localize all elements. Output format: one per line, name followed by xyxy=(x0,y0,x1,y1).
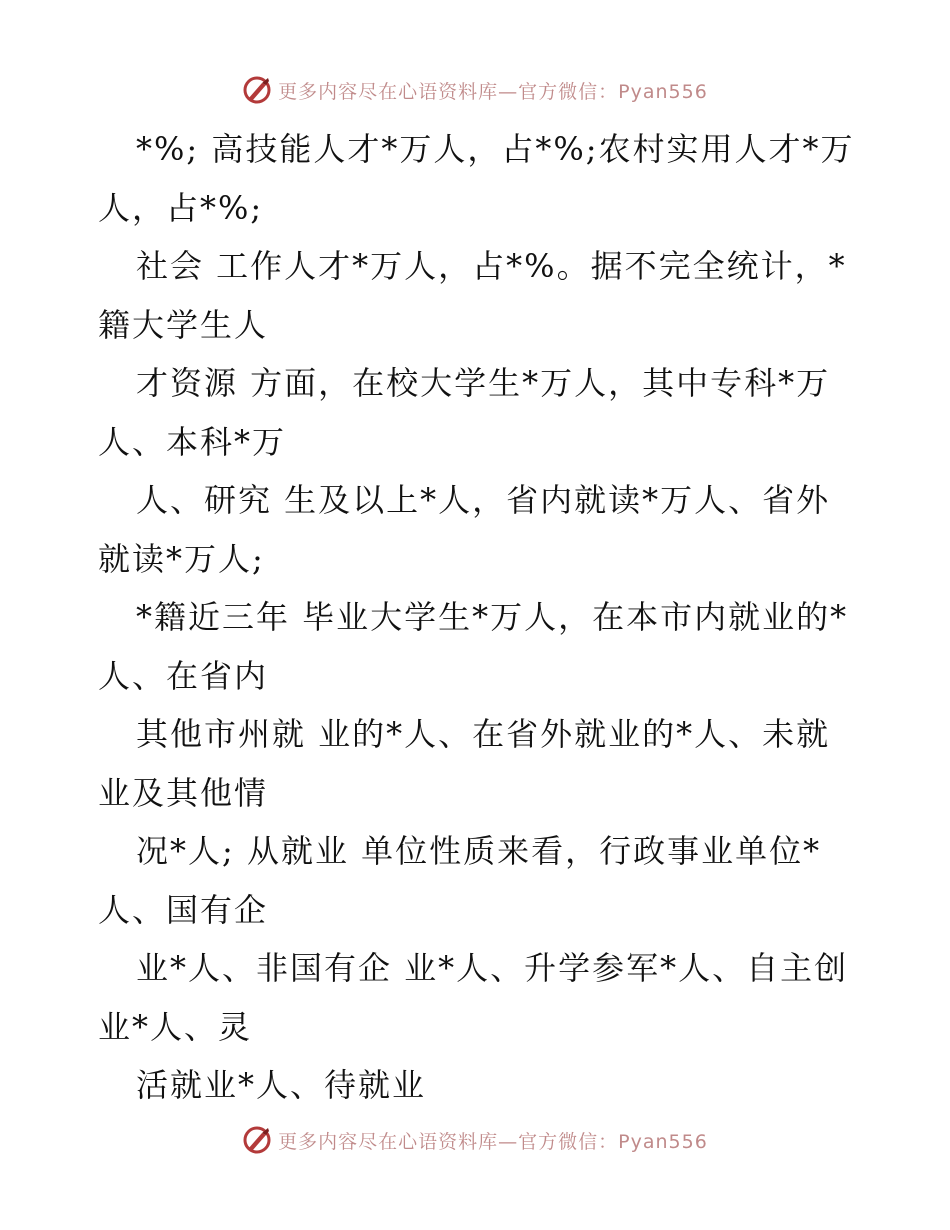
paragraph-line: 况*人; 从就业 单位性质来看，行政事业单位* xyxy=(136,832,822,870)
paragraph-line: 就读*万人; xyxy=(98,539,265,578)
paragraph-line: 业及其他情 xyxy=(98,773,269,812)
pen-logo-icon xyxy=(242,1125,272,1155)
paragraph-line: 社会 工作人才*万人，占*%。据不完全统计，* xyxy=(136,247,847,285)
paragraph-line: 业*人、灵 xyxy=(98,1007,253,1046)
paragraph-line: 人、国有企 xyxy=(98,890,269,929)
paragraph-line: 人、本科*万 xyxy=(98,422,287,461)
paragraph-line: 活就业*人、待就业 xyxy=(136,1066,427,1104)
paragraph-line: 才资源 方面，在校大学生*万人，其中专科*万 xyxy=(136,364,831,402)
paragraph-line: 其他市州就 业的*人、在省外就业的*人、未就 xyxy=(136,715,831,753)
pen-logo-icon xyxy=(242,75,272,105)
paragraph-line: 人，占*%; xyxy=(98,188,264,227)
watermark-text: 更多内容尽在心语资料库—官方微信：Pyan556 xyxy=(278,80,708,103)
paragraph-line: 人、研究 生及以上*人，省内就读*万人、省外 xyxy=(136,481,831,519)
paragraph-line: *籍近三年 毕业大学生*万人，在本市内就业的* xyxy=(136,598,849,636)
document-body xyxy=(98,120,858,1115)
paragraph-line: 业*人、非国有企 业*人、升学参军*人、自主创 xyxy=(136,949,849,987)
paragraph-line: 籍大学生人 xyxy=(98,305,269,344)
footer-watermark xyxy=(0,1120,950,1160)
watermark-text: 更多内容尽在心语资料库—官方微信：Pyan556 xyxy=(278,1130,708,1153)
paragraph-line: 人、在省内 xyxy=(98,656,269,695)
header-watermark xyxy=(0,70,950,110)
paragraph-line: *%; 高技能人才*万人，占*%;农村实用人才*万 xyxy=(136,130,855,168)
